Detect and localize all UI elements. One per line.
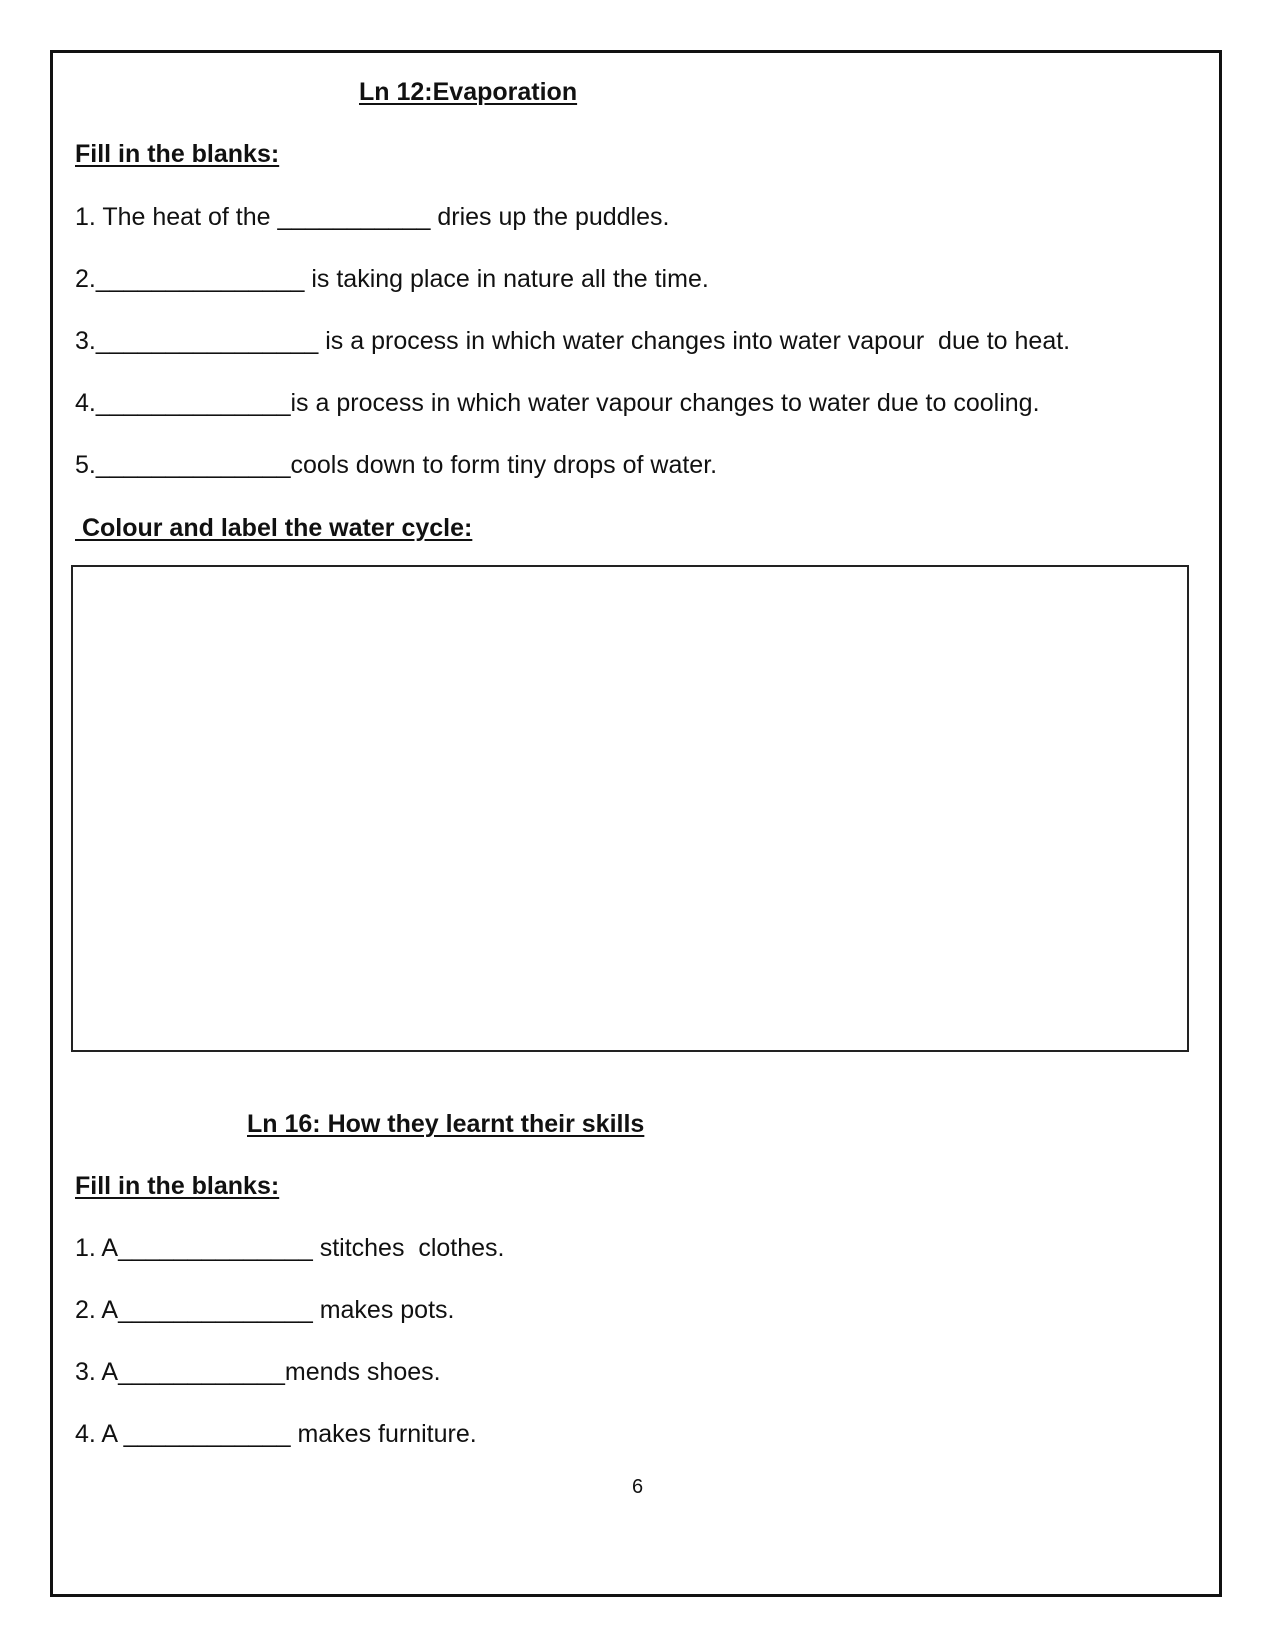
page-number: 6 <box>631 1476 644 1498</box>
section-1-question-5[interactable]: 5.______________cools down to form tiny drops of water. <box>75 451 718 479</box>
section-2-question-2[interactable]: 2. A______________ makes pots. <box>75 1296 455 1324</box>
section-1-question-1[interactable]: 1. The heat of the ___________ dries up the puddles. <box>75 203 670 231</box>
section-1-instruction: Fill in the blanks: <box>75 140 280 168</box>
section-2-instruction: Fill in the blanks: <box>75 1172 280 1200</box>
drawing-instruction: Colour and label the water cycle: <box>75 514 473 542</box>
section-2-title: Ln 16: How they learnt their skills <box>247 1110 645 1138</box>
water-cycle-drawing-area[interactable] <box>71 565 1189 1052</box>
section-1-title: Ln 12:Evaporation <box>359 78 578 106</box>
section-2-question-1[interactable]: 1. A______________ stitches clothes. <box>75 1234 505 1262</box>
section-1-question-4[interactable]: 4.______________is a process in which water vapour changes to water due to cooling. <box>75 389 1040 417</box>
section-2-question-4[interactable]: 4. A ____________ makes furniture. <box>75 1420 477 1448</box>
section-1-question-3[interactable]: 3.________________ is a process in which water changes into water vapour due to heat. <box>75 327 1071 355</box>
section-1-question-2[interactable]: 2._______________ is taking place in nature all the time. <box>75 265 709 293</box>
section-2-question-3[interactable]: 3. A____________mends shoes. <box>75 1358 441 1386</box>
